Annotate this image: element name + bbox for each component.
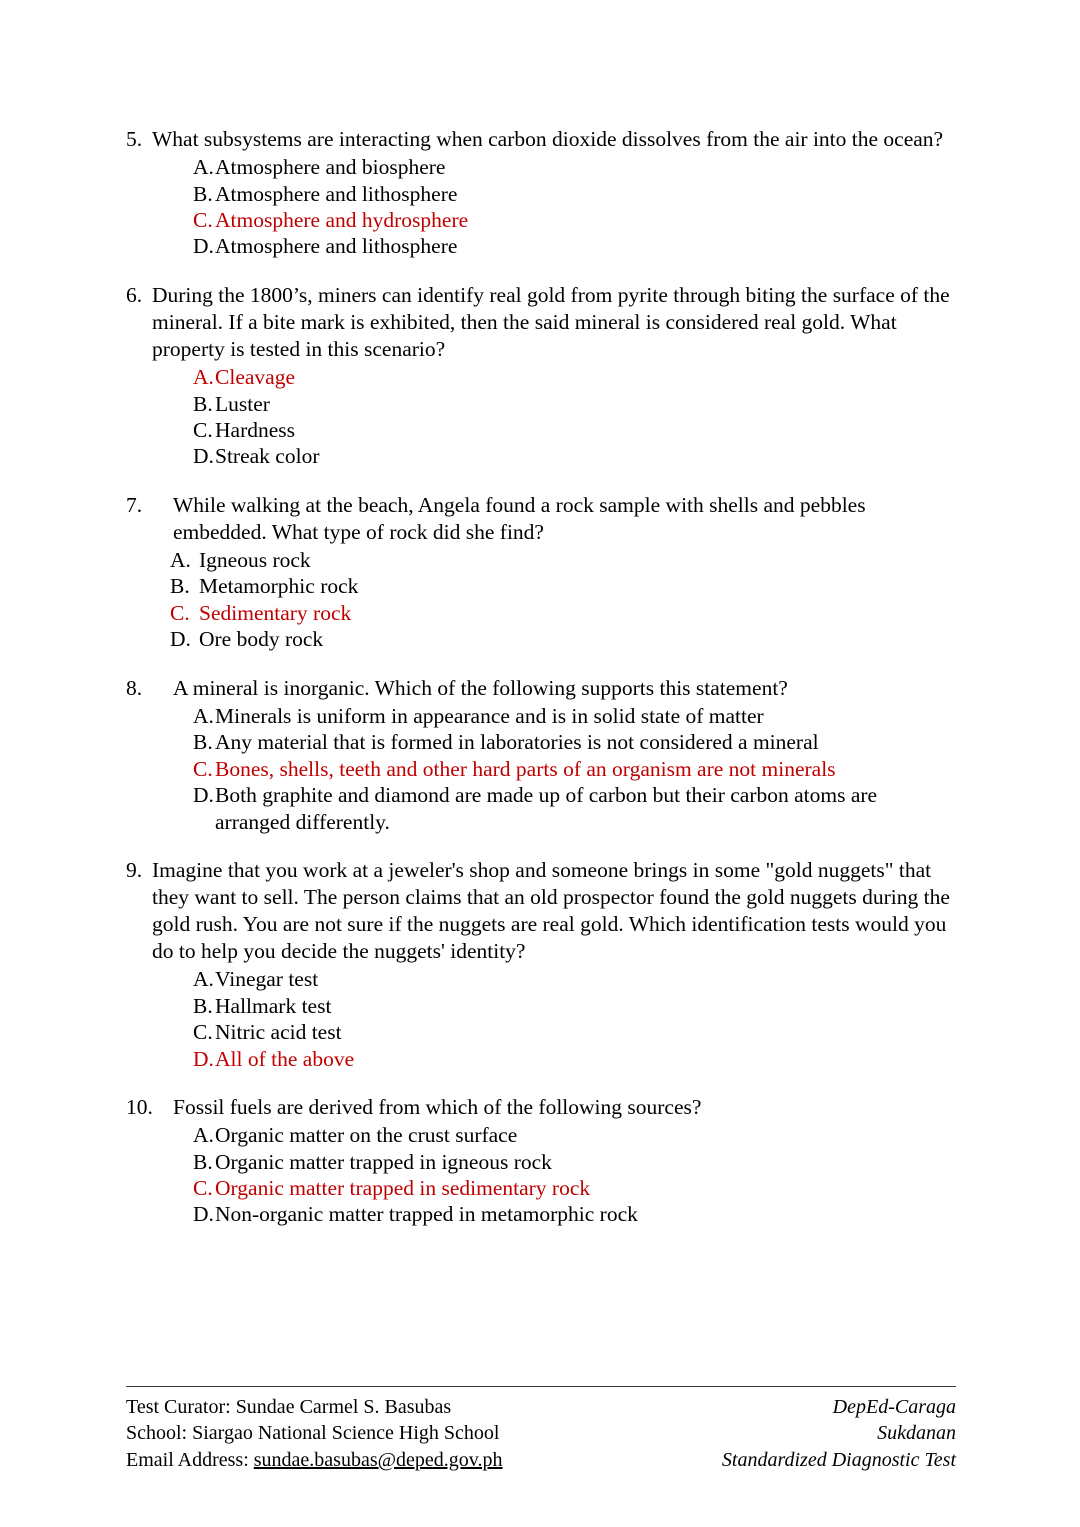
option-letter: B. xyxy=(170,574,190,599)
question-stem xyxy=(126,857,956,965)
option-item[interactable] xyxy=(126,626,956,652)
option-text: Bones, shells, teeth and other hard parts of an organism are not minerals xyxy=(215,756,836,781)
option-text: Atmosphere and lithosphere xyxy=(215,234,458,259)
question-block-10 xyxy=(126,1094,956,1228)
question-text: While walking at the beach, Angela found a rock sample with shells and pebbles embedded. What type of rock did she find? xyxy=(173,492,866,544)
option-letter: A. xyxy=(193,155,214,180)
question-stem xyxy=(126,282,956,363)
footer-org: DepEd-Caraga xyxy=(832,1396,956,1418)
option-text: Organic matter trapped in igneous rock xyxy=(215,1149,552,1174)
question-block-6 xyxy=(126,282,956,470)
option-letter: C. xyxy=(170,600,190,625)
page-footer xyxy=(126,1386,956,1473)
option-item[interactable] xyxy=(126,443,956,469)
option-item[interactable] xyxy=(126,1201,956,1227)
option-item[interactable] xyxy=(126,573,956,599)
option-item[interactable] xyxy=(126,1019,956,1045)
option-letter: A. xyxy=(193,703,214,728)
option-letter: D. xyxy=(193,783,214,808)
option-letter: A. xyxy=(170,547,191,572)
question-block-8 xyxy=(126,675,956,835)
option-item[interactable] xyxy=(126,154,956,180)
question-number: 5. xyxy=(126,127,143,151)
option-text: Vinegar test xyxy=(215,967,319,992)
option-text: Metamorphic rock xyxy=(199,574,359,599)
question-list xyxy=(126,126,956,1250)
question-number: 6. xyxy=(126,282,143,307)
footer-subtitle: Standardized Diagnostic Test xyxy=(721,1448,956,1471)
option-list xyxy=(126,547,956,653)
option-item[interactable] xyxy=(126,1122,956,1148)
option-list xyxy=(126,966,956,1072)
footer-email-row xyxy=(126,1447,503,1473)
option-letter: A. xyxy=(193,365,214,390)
footer-right-block xyxy=(722,1394,956,1473)
footer-columns xyxy=(126,1394,956,1473)
option-item[interactable] xyxy=(126,703,956,729)
option-letter: B. xyxy=(193,391,213,416)
option-letter: D. xyxy=(170,627,191,652)
footer-divider xyxy=(126,1386,956,1387)
option-item-correct[interactable] xyxy=(126,756,956,782)
option-text: Both graphite and diamond are made up of carbon but their carbon atoms are arranged differently. xyxy=(215,783,878,834)
question-number: 7. xyxy=(126,492,143,517)
option-letter: C. xyxy=(193,207,213,232)
option-letter: B. xyxy=(193,1149,213,1174)
option-letter: C. xyxy=(193,756,213,781)
option-letter: D. xyxy=(193,444,214,469)
option-text: Hardness xyxy=(215,417,296,442)
option-item[interactable] xyxy=(126,391,956,417)
question-text: Imagine that you work at a jeweler's shop and someone brings in some "gold nuggets" that they want to sell. The person claims that an old prospector found the gold nuggets during the gold rush. You are not sure if the nuggets are real gold. Which identification tests would you do to help you decide the nuggets' identity? xyxy=(152,857,950,964)
option-text: Non-organic matter trapped in metamorphic rock xyxy=(215,1202,638,1227)
option-item[interactable] xyxy=(126,993,956,1019)
question-text: During the 1800’s, miners can identify real gold from pyrite through biting the surface of the mineral. If a bite mark is exhibited, then the said mineral is considered real gold. What property is tested in this scenario? xyxy=(152,282,950,361)
option-list xyxy=(126,1122,956,1228)
footer-program: Sukdanan xyxy=(877,1422,956,1445)
question-number: 8. xyxy=(126,675,143,700)
option-letter: D. xyxy=(193,234,214,259)
option-item[interactable] xyxy=(126,417,956,443)
option-letter: C. xyxy=(193,417,213,442)
question-stem xyxy=(126,675,956,702)
option-text: Sedimentary rock xyxy=(199,600,352,625)
question-block-9 xyxy=(126,857,956,1072)
option-item-correct[interactable] xyxy=(126,364,956,390)
option-text: Streak color xyxy=(215,444,320,469)
option-text: Ore body rock xyxy=(199,627,324,652)
option-letter: B. xyxy=(193,730,213,755)
option-text: Nitric acid test xyxy=(215,1020,342,1045)
question-number: 10. xyxy=(126,1095,153,1120)
option-list xyxy=(126,154,956,260)
question-stem xyxy=(126,126,956,153)
option-item-correct[interactable] xyxy=(126,600,956,626)
option-item[interactable] xyxy=(126,181,956,207)
option-item[interactable] xyxy=(126,233,956,259)
footer-left-block xyxy=(126,1394,503,1473)
footer-curator: Test Curator: Sundae Carmel S. Basubas xyxy=(126,1396,452,1418)
option-item[interactable] xyxy=(126,966,956,992)
option-text: Atmosphere and biosphere xyxy=(215,155,446,180)
footer-email-link[interactable]: sundae.basubas@deped.gov.ph xyxy=(253,1448,503,1471)
question-text: A mineral is inorganic. Which of the following supports this statement? xyxy=(173,675,788,700)
option-item[interactable] xyxy=(126,729,956,755)
option-item-correct[interactable] xyxy=(126,1046,956,1072)
option-text: Cleavage xyxy=(215,365,295,390)
footer-email-label: Email Address: xyxy=(126,1448,249,1471)
option-text: Igneous rock xyxy=(199,547,311,572)
option-letter: D. xyxy=(193,1202,214,1227)
option-letter: C. xyxy=(193,1176,213,1200)
question-text: What subsystems are interacting when carbon dioxide dissolves from the air into the ocean? xyxy=(152,127,944,151)
option-letter: A. xyxy=(193,1123,214,1148)
option-item[interactable] xyxy=(126,547,956,573)
option-list xyxy=(126,364,956,470)
option-text: Minerals is uniform in appearance and is in solid state of matter xyxy=(215,703,764,728)
option-item-correct[interactable] xyxy=(126,207,956,233)
question-stem xyxy=(126,492,956,546)
option-letter: D. xyxy=(193,1046,214,1071)
option-text: Atmosphere and hydrosphere xyxy=(215,207,469,232)
option-letter: C. xyxy=(193,1020,213,1045)
option-letter: B. xyxy=(193,181,213,206)
question-block-5 xyxy=(126,126,956,260)
question-stem xyxy=(126,1094,956,1121)
option-list xyxy=(126,703,956,835)
option-letter: B. xyxy=(193,993,213,1018)
option-letter: A. xyxy=(193,967,214,992)
option-text: Any material that is formed in laboratories is not considered a mineral xyxy=(215,730,819,755)
option-text: All of the above xyxy=(215,1046,355,1071)
option-text: Organic matter trapped in sedimentary rock xyxy=(215,1176,591,1200)
question-block-7 xyxy=(126,492,956,653)
option-text: Luster xyxy=(215,391,270,416)
option-item-correct[interactable] xyxy=(126,1175,956,1201)
option-item[interactable] xyxy=(126,1149,956,1175)
option-item[interactable] xyxy=(126,782,956,835)
footer-school: School: Siargao National Science High School xyxy=(126,1422,500,1445)
question-number: 9. xyxy=(126,857,143,882)
option-text: Hallmark test xyxy=(215,993,332,1018)
option-text: Atmosphere and lithosphere xyxy=(215,181,458,206)
option-text: Organic matter on the crust surface xyxy=(215,1123,518,1148)
question-text: Fossil fuels are derived from which of the following sources? xyxy=(173,1095,702,1120)
